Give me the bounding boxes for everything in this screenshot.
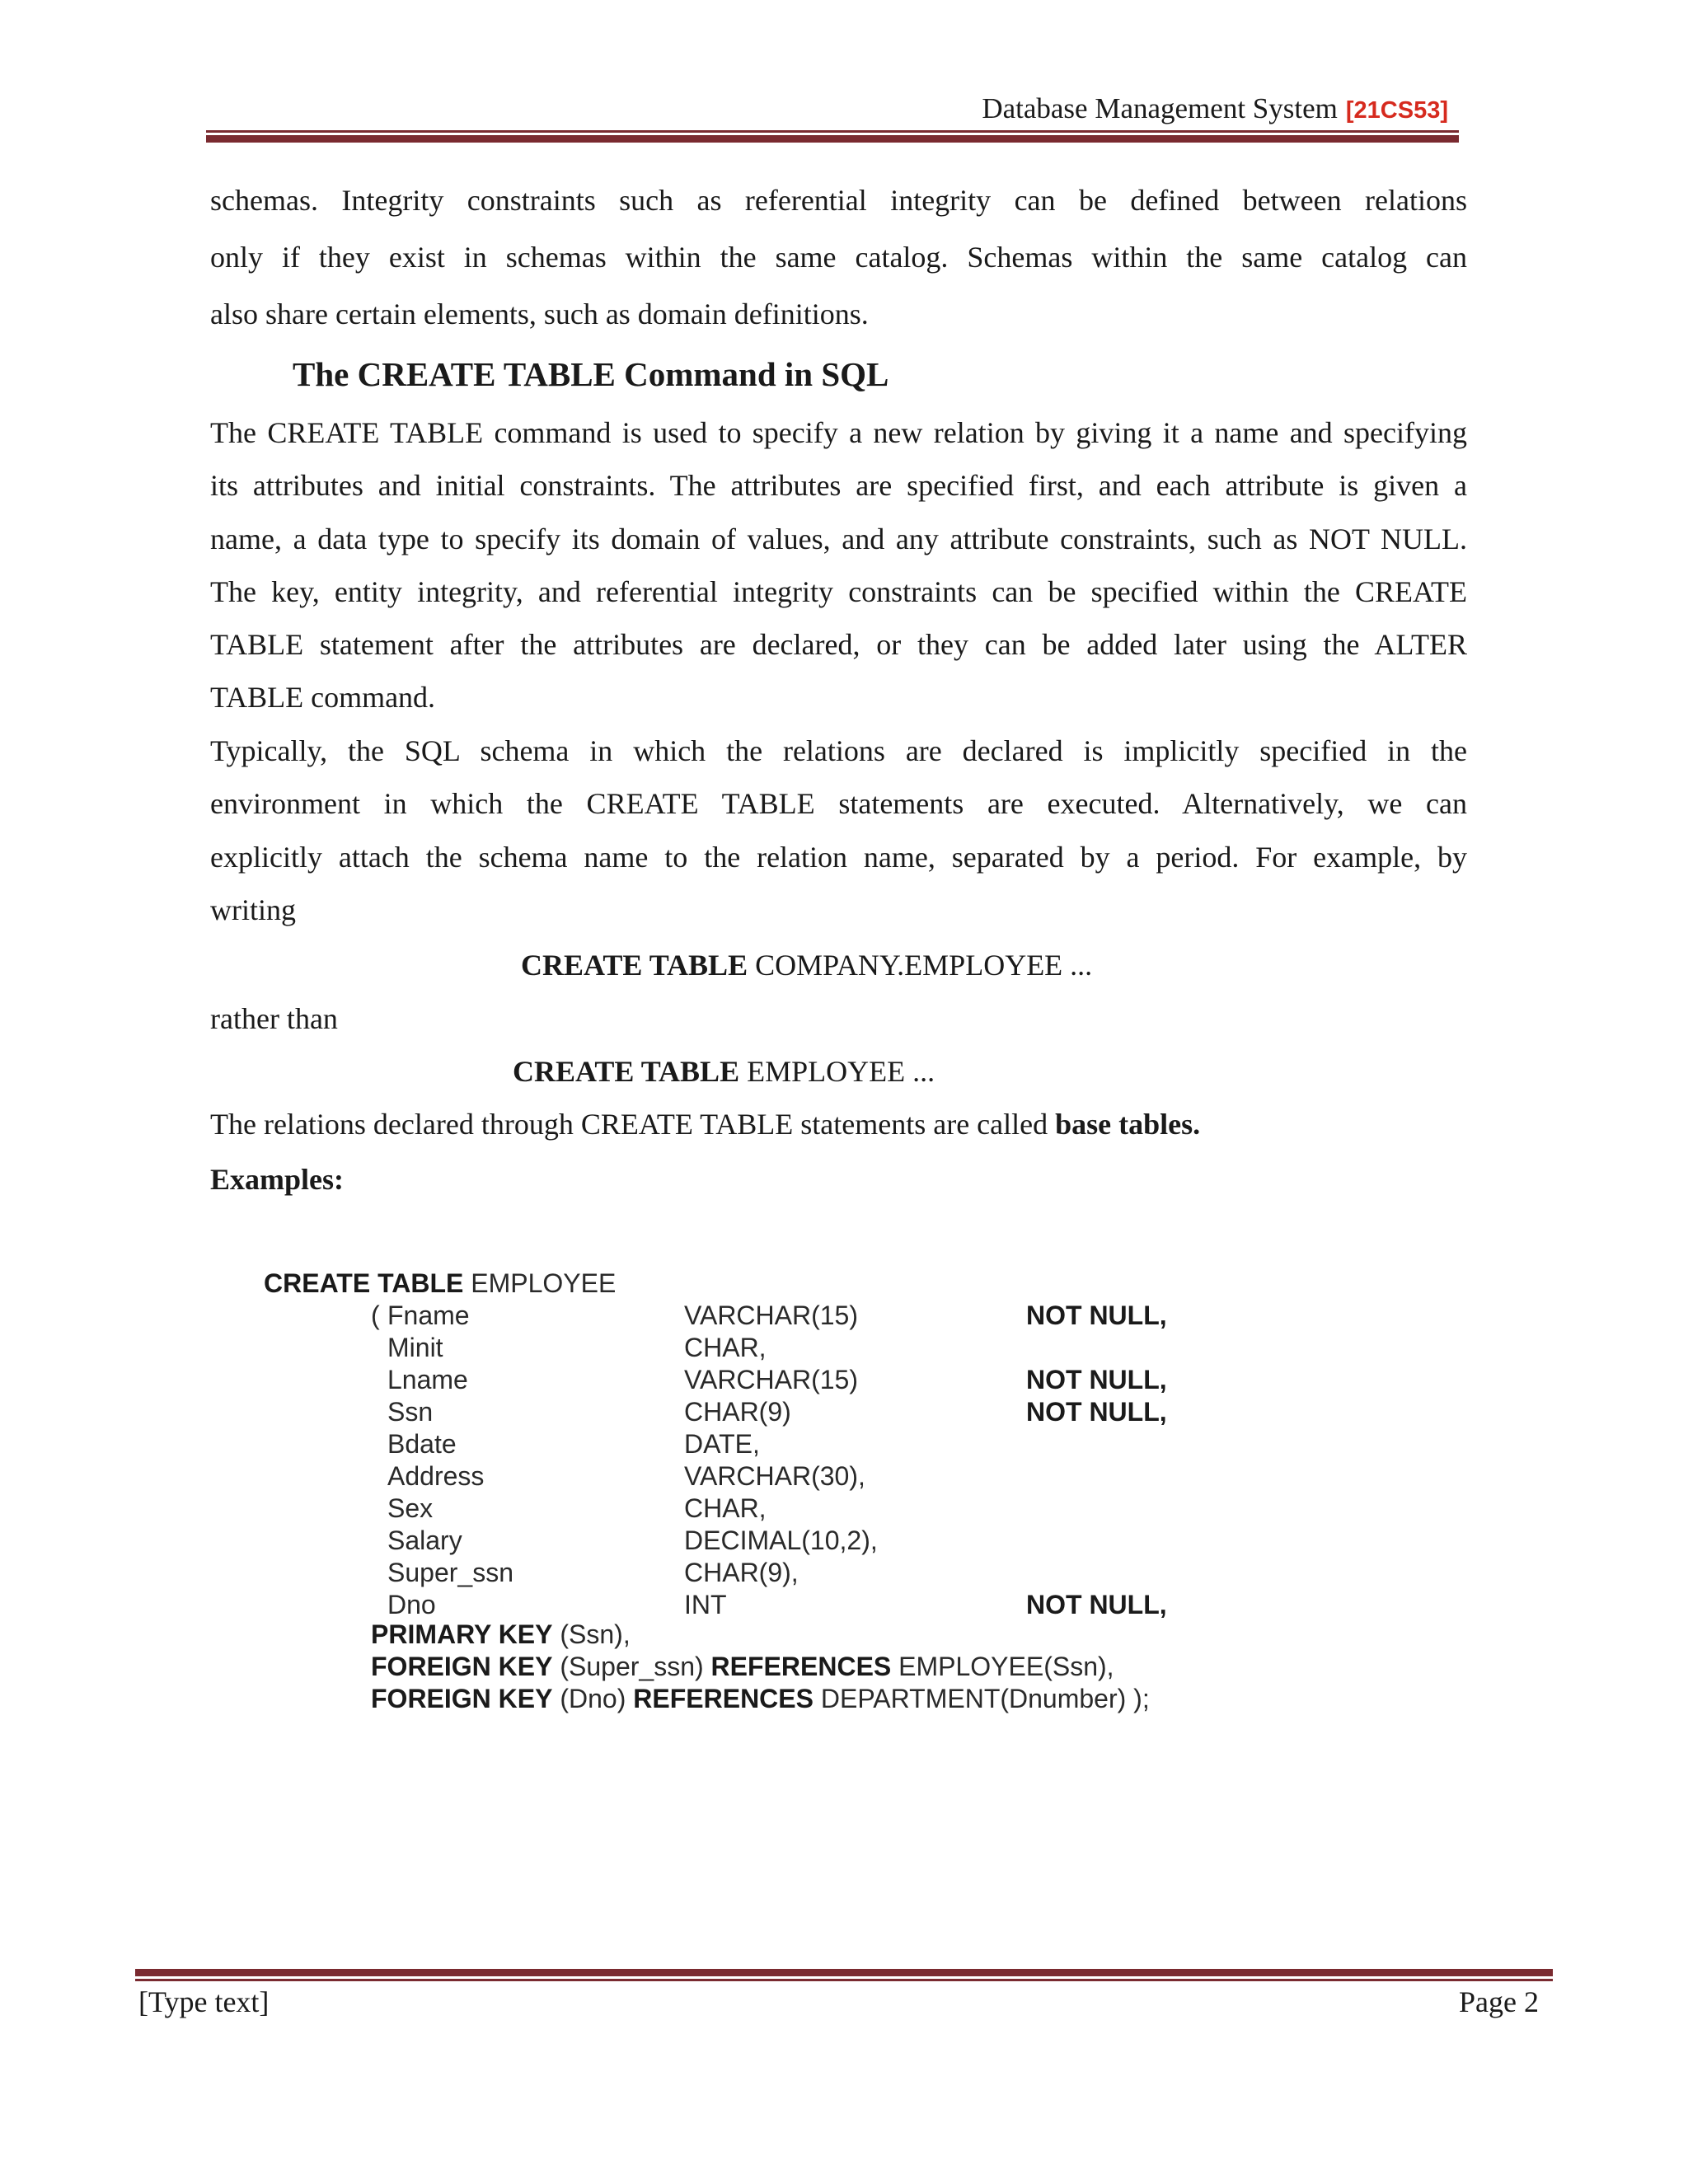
- code-column-constraint: NOT NULL,: [1026, 1365, 1167, 1394]
- examples-label: Examples:: [210, 1163, 344, 1196]
- para1-line-5: TABLE statement after the attributes are declared, or they can be added later using the ALTER: [210, 628, 1467, 661]
- code-table-name: EMPLOYEE: [463, 1268, 617, 1298]
- para1-line-3: name, a data type to specify its domain of values, and any attribute constraints, such as NOT NULL.: [210, 523, 1467, 555]
- code-column-type: CHAR(9): [684, 1397, 791, 1427]
- code-column-constraint: NOT NULL,: [1026, 1397, 1167, 1427]
- para2-line-4: writing: [210, 893, 296, 926]
- fk2-mid: (Dno): [552, 1684, 634, 1713]
- fk1-rest: EMPLOYEE(Ssn),: [891, 1652, 1114, 1681]
- page-number: Page 2: [1459, 1985, 1539, 2018]
- fk1-keyword: FOREIGN KEY: [371, 1652, 553, 1681]
- code-create-table: [264, 1270, 616, 1296]
- example2-rest: EMPLOYEE ...: [739, 1055, 935, 1088]
- code-primary-key: [371, 1621, 631, 1647]
- code-column-name: Ssn: [387, 1397, 434, 1427]
- code-column-name: Sex: [387, 1493, 434, 1523]
- running-header: [982, 92, 1448, 125]
- para2-line-1: Typically, the SQL schema in which the relations are declared is implicitly specified in the: [210, 734, 1467, 767]
- example-statement-1: [521, 948, 1092, 982]
- header-title: Database Management System: [982, 92, 1338, 124]
- footer-left-text: [Type text]: [138, 1985, 270, 2018]
- fk2-rest: DEPARTMENT(Dnumber) );: [813, 1684, 1150, 1713]
- code-open-paren: (: [371, 1301, 380, 1330]
- section-heading: The CREATE TABLE Command in SQL: [293, 355, 889, 393]
- code-column-type: VARCHAR(30),: [684, 1461, 865, 1491]
- code-column-name: Address: [387, 1461, 485, 1491]
- code-column-constraint: NOT NULL,: [1026, 1590, 1167, 1619]
- code-column-name: Bdate: [387, 1429, 457, 1459]
- code-column-type: CHAR(9),: [684, 1558, 799, 1587]
- code-column-name: Salary: [387, 1526, 462, 1555]
- base-tables-sentence: [210, 1107, 1200, 1141]
- para1-line-6: TABLE command.: [210, 681, 436, 714]
- example-statement-2: [513, 1054, 935, 1089]
- example2-keyword: CREATE TABLE: [513, 1055, 740, 1088]
- fk1-mid: (Super_ssn): [552, 1652, 711, 1681]
- base-tables-text: The relations declared through CREATE TABLE statements are called: [210, 1108, 1056, 1141]
- base-tables-term: base tables.: [1055, 1108, 1201, 1141]
- code-column-name: Lname: [387, 1365, 468, 1394]
- footer-rule-thick: [135, 1969, 1553, 1976]
- footer-rule-thin: [135, 1979, 1553, 1981]
- example1-rest: COMPANY.EMPLOYEE ...: [748, 949, 1093, 982]
- intro-line-3: also share certain elements, such as domain definitions.: [210, 298, 869, 330]
- para1-line-1: The CREATE TABLE command is used to specify a new relation by giving it a name and specifying: [210, 416, 1467, 449]
- para2-line-2: environment in which the CREATE TABLE statements are executed. Alternatively, we can: [210, 787, 1467, 820]
- header-rule-thick: [206, 135, 1459, 143]
- code-column-type: INT: [684, 1590, 727, 1619]
- intro-line-2: only if they exist in schemas within the same catalog. Schemas within the same catalog can: [210, 241, 1467, 274]
- code-column-name: Fname: [387, 1301, 470, 1330]
- code-column-type: DATE,: [684, 1429, 760, 1459]
- course-code: [21CS53]: [1345, 97, 1448, 124]
- example1-keyword: CREATE TABLE: [521, 949, 748, 982]
- code-column-type: VARCHAR(15): [684, 1365, 858, 1394]
- code-column-type: VARCHAR(15): [684, 1301, 858, 1330]
- para1-line-4: The key, entity integrity, and referential integrity constraints can be specified within the CREATE: [210, 575, 1467, 608]
- fk2-references: REFERENCES: [633, 1684, 814, 1713]
- code-column-name: Minit: [387, 1333, 443, 1362]
- fk2-keyword: FOREIGN KEY: [371, 1684, 553, 1713]
- code-column-type: DECIMAL(10,2),: [684, 1526, 878, 1555]
- intro-line-1: schemas. Integrity constraints such as referential integrity can be defined between relations: [210, 184, 1467, 217]
- para1-line-2: its attributes and initial constraints. The attributes are specified first, and each attribute is given a: [210, 469, 1467, 502]
- code-column-type: CHAR,: [684, 1333, 767, 1362]
- code-foreign-key-1: [371, 1653, 1114, 1680]
- code-column-constraint: NOT NULL,: [1026, 1301, 1167, 1330]
- header-rule-thin: [206, 130, 1459, 133]
- rather-than: rather than: [210, 1002, 338, 1035]
- code-create-keyword: CREATE TABLE: [264, 1268, 464, 1298]
- fk1-references: REFERENCES: [710, 1652, 892, 1681]
- code-column-name: Super_ssn: [387, 1558, 513, 1587]
- code-column-name: Dno: [387, 1590, 436, 1619]
- pk-keyword: PRIMARY KEY: [371, 1619, 553, 1649]
- code-foreign-key-2: [371, 1685, 1150, 1712]
- para2-line-3: explicitly attach the schema name to the relation name, separated by a period. For example, by: [210, 841, 1467, 874]
- code-column-type: CHAR,: [684, 1493, 767, 1523]
- pk-rest: (Ssn),: [552, 1619, 631, 1649]
